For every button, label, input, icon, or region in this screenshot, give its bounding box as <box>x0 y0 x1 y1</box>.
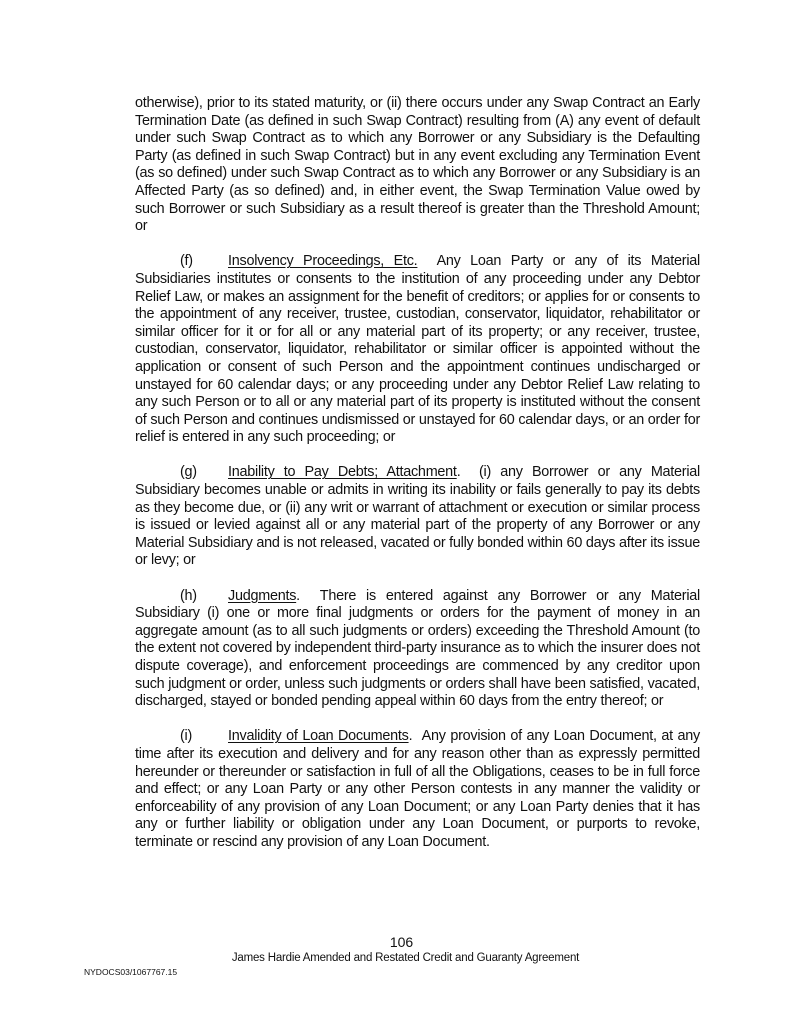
section-number: (h) <box>180 587 197 604</box>
continuation-paragraph: otherwise), prior to its stated maturity, or (ii) there occurs under any Swap Contract an Early Termination Date (as defined in such Swap Contract) resulting from (A) any event of default under such Swap Contract as to which any Borrower or any Subsidiary is the Defaulting Party (as defined in such Swap Contract) but in any event excluding any Termination Event (as so defined) under such Swap Contract as to which any Borrower or any Subsidiary is an Affected Party (as so defined) and, in either event, the Swap Termination Value owed by such Borrower or such Subsidiary as a result thereof is greater than the Threshold Amount; or <box>135 95 700 235</box>
section-g <box>135 464 700 570</box>
section-number: (f) <box>180 253 193 270</box>
document-body <box>135 95 700 869</box>
section-text: (i) any Borrower or any Material Subsidiary becomes unable or admits in writing its inability or fails generally to pay its debts as they become due, or (ii) any writ or warrant of attachment or execution or similar process is issued or levied against all or any material part of the property of any Borrower or any Material Subsidiary and is not released, vacated or fully bonded within 60 days after its issue or levy; or <box>135 464 700 569</box>
section-text: Any Loan Party or any of its Material Subsidiaries institutes or consents to the institution of any proceeding under any Debtor Relief Law, or makes an assignment for the benefit of creditors; or applies for or consents to the appointment of any receiver, trustee, custodian, conservator, liquidator, rehabilitator or similar officer for it or for all or any material part of its property; or any receiver, trustee, custodian, conservator, liquidator, rehabilitator or similar officer is appointed without the application or consent of such Person and the appointment continues undischarged or unstayed for 60 calendar days; or any proceeding under any Debtor Relief Law relating to any such Person or to all or any material part of its property is instituted without the consent of such Person and continues undismissed or unstayed for 60 calendar days, or an order for relief is entered in any such proceeding; or <box>135 253 700 446</box>
section-text: Any provision of any Loan Document, at any time after its execution and delivery and for any reason other than as expressly permitted hereunder or thereunder or satisfaction in full of all the Obligations, ceases to be in full force and effect; or any Loan Party or any other Person contests in any manner the validity or enforceability of any provision of any Loan Document; or any Loan Party denies that it has any or further liability or obligation under any Loan Document, or purports to revoke, terminate or rescind any provision of any Loan Document. <box>135 728 700 850</box>
section-number: (g) <box>180 464 197 481</box>
section-number: (i) <box>180 728 193 745</box>
heading-gap <box>417 253 436 269</box>
section-i <box>135 728 700 851</box>
section-heading: Judgments <box>228 587 297 604</box>
section-heading: Inability to Pay Debts; Attachment <box>228 464 457 481</box>
document-id: NYDOCS03/1067767.15 <box>84 967 178 977</box>
section-f <box>135 253 700 447</box>
heading-gap: . <box>296 587 320 604</box>
section-heading: Invalidity of Loan Documents <box>228 728 409 745</box>
page-number: 106 <box>389 934 414 950</box>
section-h <box>135 588 700 711</box>
section-text: There is entered against any Borrower or any Material Subsidiary (i) one or more final judgments or orders for the payment of money in an aggregate amount (as to all such judgments or orders) exceeding the Threshold Amount (to the extent not covered by independent third-party insurance as to which the insurer does not dispute coverage), and enforcement proceedings are commenced by any creditor upon such judgment or order, unless such judgments or orders shall have been satisfied, vacated, discharged, stayed or bonded pending appeal within 60 days from the entry thereof; or <box>135 587 700 710</box>
heading-gap: . <box>408 728 422 745</box>
footer-title: James Hardie Amended and Restated Credit and Guaranty Agreement <box>231 952 580 964</box>
section-heading: Insolvency Proceedings, Etc. <box>228 253 418 270</box>
heading-gap: . <box>456 464 479 481</box>
